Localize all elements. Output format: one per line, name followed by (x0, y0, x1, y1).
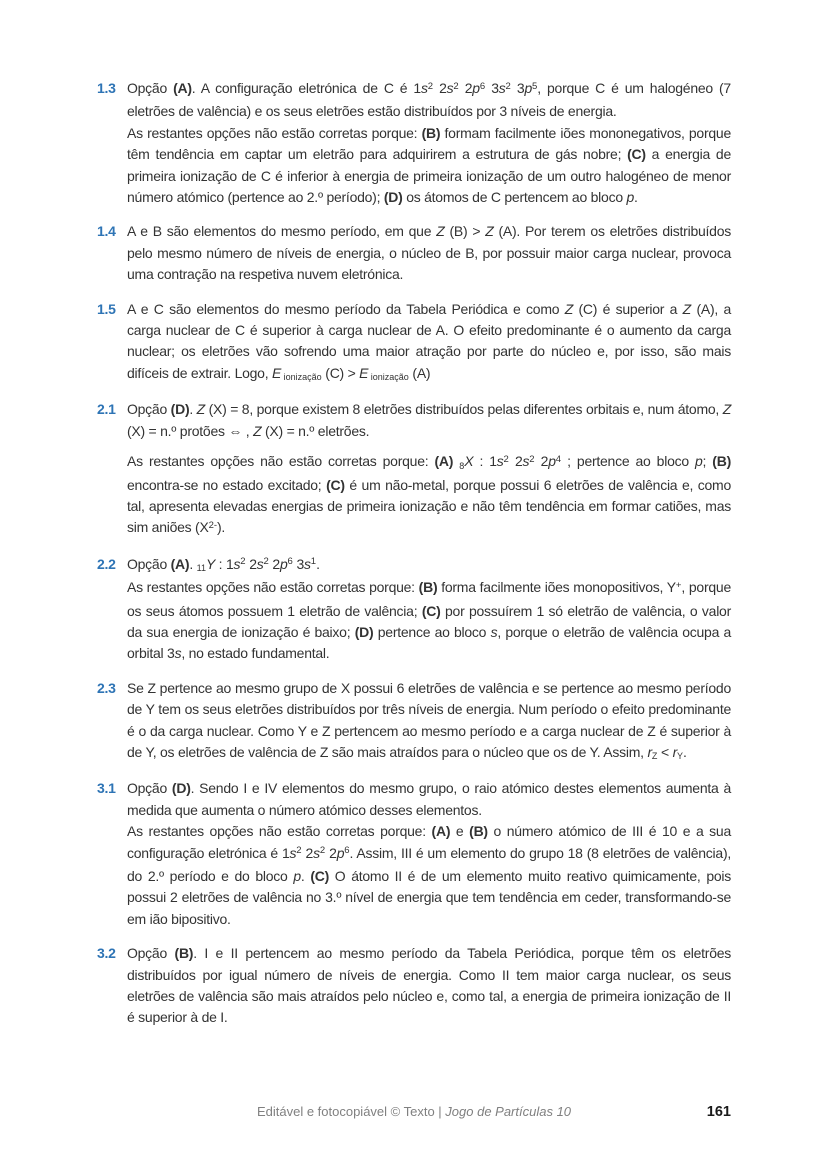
solution-paragraph: A e C são elementos do mesmo período da Tabela Periódica e como Z (C) é superior a Z (A), a carga nuclear de C é superior à carga nuclear de A. O efeito predominante é o aumento da carga nuclear; os eletrões vão sofrendo uma maior atração por parte do núcleo e, por isso, são mais difíceis de extrair. Logo, E ionização (C) > E ionização (A) (127, 300, 731, 383)
item-body (127, 943, 731, 1029)
solution-item-2.2 (97, 554, 731, 665)
solution-paragraph: A e B são elementos do mesmo período, em que Z (B) > Z (A). Por terem os eletrões distribuídos pelo mesmo número de níveis de energia, o núcleo de B, por possuir maior carga nuclear, provoca uma contração na respetiva nuvem eletrónica. (127, 223, 731, 283)
item-body (127, 554, 731, 665)
item-body (127, 778, 731, 930)
solution-paragraph: Opção (A). A configuração eletrónica de C é $1s^2$ $2s^2$ $2p^6$ $3s^2$ $3p^5$, porque C é um halogéneo (7 eletrões de valência) e os seus eletrões estão distribuídos por 3 níveis de energia. (127, 80, 731, 120)
solution-paragraph: Opção (D). Sendo I e IV elementos do mesmo grupo, o raio atómico destes elementos aumenta à medida que aumenta o número atómico desses elementos. (127, 780, 731, 818)
item-number: 1.5 (97, 300, 116, 317)
solution-paragraph: As restantes opções não estão corretas porque: (A) e (B) o número atómico de III é 10 e a sua configuração eletrónica é $1s^2$ $2s^2$ $2p^6$. Assim, III é um elemento do grupo 18 (8 eletrões de valência), do 2.º período e do bloco p. (C) O átomo II é de um elemento muito reativo quimicamente, pois possui 2 eletrões de valência no 3.º nível de energia que tem tendência em ceder, transformando-se em ião bipositivo. (127, 823, 732, 927)
item-number: 1.3 (97, 80, 116, 96)
solution-paragraph: Opção (D). Z (X) = 8, porque existem 8 eletrões distribuídos pelas diferentes orbitais e, num átomo, Z (X) = n.º protões ⇔ , Z (X) = n.º eletrões. (127, 401, 732, 439)
footer-copyright (0, 1103, 828, 1121)
item-number: 2.3 (97, 679, 116, 696)
item-body (127, 678, 731, 766)
item-number: 3.2 (97, 945, 116, 962)
item-body (127, 221, 731, 285)
solution-paragraph: As restantes opções não estão corretas porque: (B) forma facilmente iões monopositivos, Y+, porque os seus átomos possuem 1 eletrão de valência; (C) por possuírem 1 só eletrão de valência, o valor da sua energia de ionização é baixo; (D) pertence ao bloco s, porque o eletrão de valência ocupa a orbital 3s, no estado fundamental. (127, 579, 731, 662)
solution-item-3.1 (97, 778, 731, 930)
item-number: 1.4 (97, 223, 116, 240)
solution-item-2.1 (97, 399, 731, 540)
solution-paragraph: As restantes opções não estão corretas porque: (B) formam facilmente iões mononegativos, porque têm tendência em captar um eletrão para adquirirem a estrutura de gás nobre; (C) a energia de primeira ionização de C é inferior à energia de primeira ionização de um outro halogéneo de menor número atómico (pertence ao 2.º período); (D) os átomos de C pertencem ao bloco p. (127, 124, 731, 206)
solution-paragraph: Opção (B). I e II pertencem ao mesmo período da Tabela Periódica, porque têm os eletrões distribuídos por igual número de níveis de energia. Como II tem maior carga nuclear, os seus eletrões de valência são mais atraídos pelo núcleo e, como tal, a energia de primeira ionização de II é superior à de I. (127, 945, 732, 1026)
solution-paragraph: As restantes opções não estão corretas porque: (A) 8X : $1s^2$ $2s^2$ $2p^4$ ; pertence ao bloco p; (B) encontra-se no estado excitado; (C) é um não-metal, porque possui 6 eletrões de valência e, como tal, apresenta elevadas energias de primeira ionização e não têm tendência em formar catiões, mas sim aniões $(X^{2-})$. (127, 453, 731, 536)
footer-copyright-text: Editável e fotocopiável © Texto | (256, 1104, 446, 1119)
solution-item-1.3 (97, 78, 731, 208)
solution-item-1.5 (97, 299, 731, 387)
solution-paragraph: Opção (A). 11Y : $1s^2$ $2s^2$ $2p^6$ $3s^1$. (127, 555, 320, 574)
item-number: 3.1 (97, 780, 116, 797)
solution-item-1.4 (97, 221, 731, 285)
solution-item-2.3 (97, 678, 731, 766)
solution-item-3.2 (97, 943, 731, 1029)
footer-book-title: Jogo de Partículas 10 (445, 1104, 572, 1119)
item-number: 2.1 (97, 401, 116, 418)
item-body (127, 299, 731, 387)
item-body (127, 78, 731, 208)
item-body (127, 399, 731, 540)
page-footer (0, 1103, 828, 1123)
item-number: 2.2 (97, 555, 116, 572)
solutions-list (97, 78, 731, 1029)
solution-paragraph: Se Z pertence ao mesmo grupo de X possui 6 eletrões de valência e se pertence ao mesmo período de Y tem os seus eletrões distribuídos por três níveis de energia. Num período o efeito predominante é o da carga nuclear. Como Y e Z pertencem ao mesmo período e a carga nuclear de Z é superior à de Y, os eletrões de valência de Z são mais atraídos para o núcleo que os de Y. Assim, rZ < rY. (127, 679, 731, 762)
page-number: 161 (706, 1104, 731, 1120)
